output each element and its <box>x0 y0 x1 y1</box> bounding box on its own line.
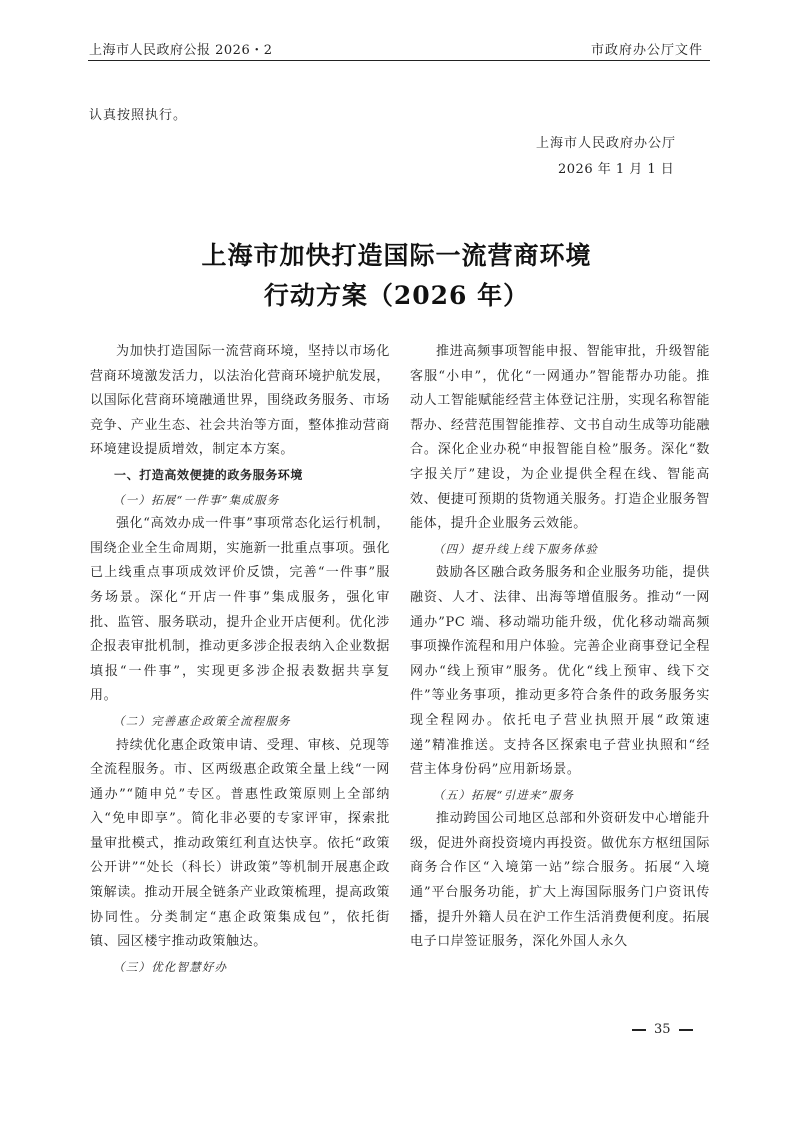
subsection-3-paragraph: 推进高频事项智能申报、智能审批，升级智能客服“小申”，优化“一网通办”智能帮办功能。推动人工智能赋能经营主体登记注册，实现名称智能帮办、经营范围智能推荐、文书自动生成等功能融合。深化企业办税“申报智能自检”服务。深化“数字报关厅”建设，为企业提供全程在线、智能高效、便捷可预期的货物通关服务。打造企业服务智能体，提升企业服务云效能。 <box>410 344 710 532</box>
header-divider <box>88 60 710 61</box>
subsection-5-paragraph: 推动跨国公司地区总部和外资研发中心增能升级，促进外商投资境内再投资。做优东方枢纽国际商务合作区“入境第一站”综合服务。拓展“入境通”平台服务功能，扩大上海国际服务门户资讯传播，提升外籍人员在沪工作生活消费便利度。拓展电子口岸签证服务，深化外国人永久 <box>410 811 710 950</box>
page-number <box>624 1022 701 1037</box>
document-title-line1: 上海市加快打造国际一流营商环境 <box>201 241 592 270</box>
subsection-heading-2: （二）完善惠企政策全流程服务 <box>113 713 291 728</box>
subsection-heading-5: （五）拓展“引进来”服务 <box>433 787 575 802</box>
issue-date: 2026 年 1 月 1 日 <box>558 162 675 177</box>
header-section: 市政府办公厅文件 <box>590 43 703 58</box>
subsection-heading-1: （一）拓展“一件事”集成服务 <box>113 492 280 507</box>
document-title-line2: 行动方案（2026 年） <box>263 281 530 310</box>
page-dash-right <box>679 1029 693 1031</box>
subsection-2-paragraph: 持续优化惠企政策申请、受理、审核、兑现等全流程服务。市、区两级惠企政策全量上线“一网通办”“随申兑”专区。普惠性政策原则上全部纳入“免申即享”。简化非必要的专家评审，探索批量审批模式，推动政策红利直达快享。依托“政策公开讲”“处长（科长）讲政策”等机制开展惠企政策解读。推动开展全链条产业政策梳理，提高政策协同性。分类制定“惠企政策集成包”，依托街镇、园区楼宇推动政策触达。 <box>90 737 390 950</box>
left-column <box>90 340 390 979</box>
subsection-heading-4: （四）提升线上线下服务体验 <box>433 541 599 556</box>
page-dash-left <box>632 1029 646 1031</box>
issuer-signature: 上海市人民政府办公厅 <box>536 136 677 151</box>
preamble-closing: 认真按照执行。 <box>89 108 188 123</box>
right-column <box>410 340 710 955</box>
subsection-heading-3: （三）优化智慧好办 <box>113 959 228 974</box>
subsection-1-paragraph: 强化“高效办成一件事”事项常态化运行机制，围绕企业全生命周期，实施新一批重点事项。强化已上线重点事项成效评价反馈，完善“一件事”服务场景。深化“开店一件事”集成服务，强化审批、监管、服务联动，提升企业开店便利。优化涉企报表审批机制，推动更多涉企报表纳入企业数据填报“一件事”，实现更多涉企报表数据共享复用。 <box>90 516 390 704</box>
header-publication: 上海市人民政府公报 2026・2 <box>89 43 273 58</box>
page-number-value: 35 <box>654 1022 671 1037</box>
section-heading-1: 一、打造高效便捷的政务服务环境 <box>114 467 304 482</box>
subsection-4-paragraph: 鼓励各区融合政务服务和企业服务功能，提供融资、人才、法律、出海等增值服务。推动“一网通办”PC 端、移动端功能升级，优化移动端高频事项操作流程和用户体验。完善企业商事登记全程网办“线上预审”服务。优化“线上预审、线下交件”等业务事项，推动更多符合条件的政务服务实现全程网办。依托电子营业执照开展“政策速递”精准推送。支持各区探索电子营业执照和“经营主体身份码”应用新场景。 <box>410 565 710 778</box>
intro-paragraph: 为加快打造国际一流营商环境，坚持以市场化营商环境激发活力，以法治化营商环境护航发展，以国际化营商环境融通世界，围绕政务服务、市场竞争、产业生态、社会共治等方面，整体推动营商环境建设提质增效，制定本方案。 <box>90 344 390 458</box>
